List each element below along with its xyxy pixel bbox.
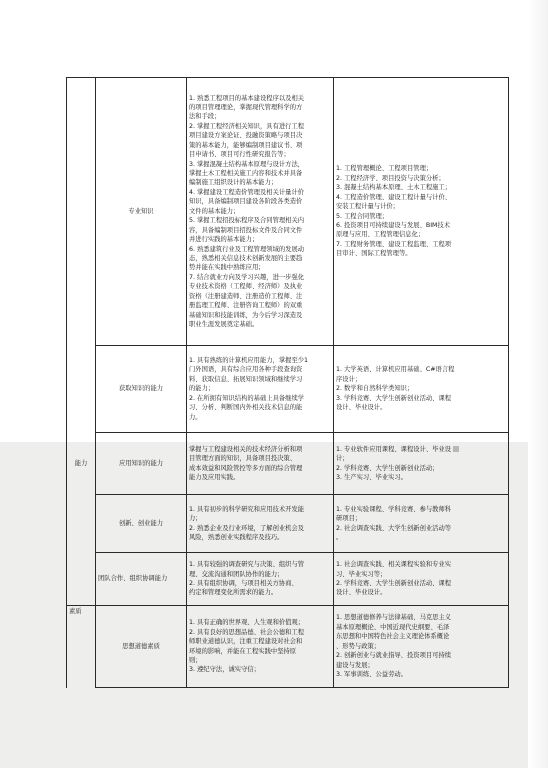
course-line: 。 — [336, 533, 343, 541]
course-line: 3. 生产实习、毕业实习。 — [336, 473, 407, 481]
requirement-line: 力； — [189, 515, 202, 523]
requirement-line: 1. 具有较强的调查研究与决策、组织与管 — [189, 561, 305, 569]
requirement-line: 理、交流沟通和团队协作的能力； — [189, 570, 284, 578]
course-line: 原理与应用、工程管理信息化； — [336, 231, 425, 239]
requirement-cell — [187, 553, 334, 606]
course-line: 6. 投资项目可持续建设与发展、BIM技术 — [336, 221, 451, 229]
requirement-line: 1. 具有正确的世界观、人生观和价值观； — [189, 619, 305, 627]
requirement-line: 1. 具有熟练的计算机应用能力，掌握至少1 — [189, 356, 309, 364]
course-line: 1. 工程管理概论、工程项目管理； — [336, 165, 433, 173]
requirement-line: 知识，具备编制项目建设各阶段各类造价 — [189, 198, 303, 206]
course-line: 7. 工程财务管理、建设工程监理、工程项 — [336, 240, 452, 248]
sub-category-label: 应用知识的能力 — [118, 459, 164, 467]
course-line: 研项目； — [336, 515, 362, 523]
requirement-line: 约定和管理变化所需求的能力。 — [189, 589, 278, 597]
category-cell — [67, 78, 96, 346]
requirement-cell — [187, 433, 334, 495]
sub-category-label: 获取知识的能力 — [118, 385, 164, 393]
requirement-cell — [187, 495, 334, 553]
requirement-line: 的项目管理理论，掌握现代管理科学的方 — [189, 103, 303, 111]
requirement-line: 专业技术资格（工程师、经济师）及执业 — [189, 283, 303, 291]
category-cell — [67, 433, 96, 495]
requirement-line: 2. 具有良好的思想品德、社会公德和工程 — [189, 628, 305, 636]
requirement-line: 风险，熟悉创业实践程序及技巧。 — [189, 533, 284, 541]
course-line: 安装工程计量与计价； — [336, 203, 399, 211]
requirement-line: 编制施工组织设计的基本能力； — [189, 179, 278, 187]
requirement-line: 门外国语，具有综合应用各种手段查询资 — [189, 366, 303, 374]
category-cell — [67, 606, 96, 688]
course-line: 序设计； — [336, 375, 362, 383]
requirement-line: 册监理工程师、注册咨询工程师）的双重 — [189, 302, 303, 310]
course-line: 1. 社会调查实践、相关课程实验和专业实 — [336, 561, 452, 569]
requirement-line: 3. 掌握混凝土结构基本原理与设计方法， — [189, 160, 305, 168]
course-line: 基本原理概论、中国近现代史纲要、毛泽 — [336, 623, 450, 631]
requirement-line: 2. 在所拥有知识结构的基础上具备继续学 — [189, 394, 305, 402]
requirement-line: 法和手段； — [189, 113, 221, 121]
category-cell — [67, 346, 96, 433]
course-line: 2. 社会调查实践、大学生创新创业活动等 — [336, 524, 452, 532]
requirement-line: 2. 熟悉企业及行业环境，了解创业机会及 — [189, 524, 305, 532]
requirement-line: 4. 掌握建设工程造价管理及相关计量计价 — [189, 188, 305, 196]
course-line: 2. 数学和自然科学类知识； — [336, 385, 414, 393]
course-line: 5. 工程合同管理； — [336, 212, 389, 220]
sub-category-cell — [96, 346, 187, 433]
category-cell — [67, 495, 96, 553]
requirement-line: 力。 — [189, 413, 202, 421]
requirement-line: 势并能在实践中熟练应用； — [189, 264, 265, 272]
course-line: 东思想和中国特色社会主义理论体系概论 — [336, 633, 450, 641]
course-cell — [334, 346, 509, 433]
requirement-line: 容，具备编制项目招投标文件及合同文件 — [189, 226, 303, 234]
course-line: 习、毕业实习等； — [336, 570, 387, 578]
table-row — [67, 495, 509, 553]
requirement-line: 掌握土木工程相关施工内容和技术并具备 — [189, 170, 303, 178]
table-row — [67, 433, 509, 495]
requirement-line: 料、获取信息、拓展知识领域和继续学习 — [189, 375, 303, 383]
requirement-line: 2. 具有组织协调，与项目相关方协商、 — [189, 580, 298, 587]
sub-category-label: 团队合作、组织协调能力 — [98, 575, 168, 583]
requirement-line: 职业生涯发展奠定基础。 — [189, 321, 259, 329]
sub-category-cell — [96, 606, 187, 688]
requirement-line: 的能力； — [189, 385, 215, 393]
course-cell — [334, 495, 509, 553]
sub-category-cell — [96, 78, 187, 346]
requirement-line: 习、分析、判断国内外相关技术信息的能 — [189, 404, 303, 412]
requirement-line: 掌握与工程建设相关的技术经济分析和项 — [189, 445, 303, 453]
requirement-line: 目申请书、项目可行性研究报告等； — [189, 151, 290, 159]
requirement-line: 并进行实践的基本能力； — [189, 236, 259, 244]
category-cell — [67, 553, 96, 606]
course-line: 目审计、国际工程管理等。 — [336, 250, 412, 258]
course-line: 2. 创新创业与就业指导、投资项目可持续 — [336, 652, 452, 660]
course-line: 1. 思想道德修养与法律基础、马克思主义 — [336, 614, 452, 622]
course-cell — [334, 606, 509, 688]
requirement-line: 5. 掌握工程招投标程序及合同管理相关内 — [189, 217, 305, 225]
requirement-line: 2. 掌握工程经济相关知识，具有进行工程 — [189, 122, 305, 130]
course-line: 1. 专业实验课程、学科竞赛、参与教师科 — [336, 505, 452, 513]
training-requirements-table — [66, 77, 509, 688]
scan-mark — [453, 446, 459, 452]
category-label: 能力 — [74, 459, 88, 467]
category-label: 素质 — [69, 608, 82, 615]
requirement-cell — [187, 78, 334, 346]
requirement-line: 能力及应用实践。 — [189, 473, 240, 481]
requirement-line: 文件的基本能力； — [189, 207, 240, 215]
requirement-line: 成本效益和风险管控等多方面的综合管理 — [189, 464, 303, 472]
course-line: 4. 工程造价管理、建设工程计量与计价、 — [336, 193, 452, 201]
course-line: 、形势与政策； — [336, 642, 381, 650]
scan-edge — [528, 0, 548, 768]
requirement-line: 目管理方面的知识，具备项目投决策、 — [189, 455, 297, 463]
course-line: 2. 学科竞赛、大学生创新创业活动； — [336, 464, 439, 472]
requirement-line: 环境的影响，并能在工程实践中坚持原 — [189, 647, 297, 655]
course-line: 3. 学科竞赛、大学生创新创业活动、课程 — [336, 394, 452, 402]
requirement-line: 态，熟悉相关信息技术创新发展的主要趋 — [189, 254, 303, 262]
sub-category-cell — [96, 553, 187, 606]
requirement-line: 基础知识和技能训练，为今后学习深造及 — [189, 311, 303, 319]
requirement-cell — [187, 606, 334, 688]
course-line: 3. 军事训练、公益劳动。 — [336, 671, 407, 679]
requirement-cell — [187, 346, 334, 433]
sub-category-cell — [96, 433, 187, 495]
course-line: 2. 学科竞赛、大学生创新创业活动、课程 — [336, 580, 452, 587]
course-cell — [334, 433, 509, 495]
table-row — [67, 346, 509, 433]
course-line: 3. 混凝土结构基本原理、土木工程施工； — [336, 184, 452, 192]
course-text: 1. 专业软件应用课程、课程设计、毕业设 — [336, 445, 452, 453]
course-cell — [334, 553, 509, 606]
table-row — [67, 606, 509, 688]
requirement-line: 策的基本能力，能够编制项目建议书、项 — [189, 141, 303, 149]
requirement-line: 则； — [189, 656, 202, 664]
course-cell — [334, 78, 509, 346]
course-line: 2. 工程经济学、项目投资与决策分析； — [336, 174, 445, 182]
requirement-line: 3. 遵纪守法，诚实守信； — [189, 666, 260, 674]
requirement-line: 6. 熟悉建筑行业及工程管理领域的发展动 — [189, 245, 305, 253]
requirement-line: 项目建设方案论证、投融资策略与项目决 — [189, 132, 303, 140]
course-line — [336, 445, 506, 454]
table-row — [67, 78, 509, 346]
course-line: 建设与发展； — [336, 661, 374, 669]
requirement-line: 资格（注册建造师、注册造价工程师、注 — [189, 292, 303, 300]
table-row — [67, 553, 509, 606]
requirement-line: 7. 结合就业方向及学习兴趣，进一步强化 — [189, 273, 305, 281]
requirement-line: 1. 具有初步的科学研究和应用技术开发能 — [189, 505, 305, 513]
course-line: 计； — [336, 455, 349, 463]
course-line: 设计、毕业设计。 — [336, 589, 387, 597]
sub-category-label: 思想道德素质 — [122, 642, 160, 650]
requirement-line: 1. 熟悉工程项目的基本建设程序以及相关 — [189, 94, 305, 102]
requirement-line: 师职业道德认识，注重工程建设对社会和 — [189, 638, 303, 646]
sub-category-label: 创新、创业能力 — [118, 519, 164, 527]
sub-category-label: 专业知识 — [128, 207, 154, 215]
course-line: 设计、毕业设计。 — [336, 404, 387, 412]
course-line: 1. 大学英语、计算机应用基础、C#语言程 — [336, 366, 455, 374]
sub-category-cell — [96, 495, 187, 553]
